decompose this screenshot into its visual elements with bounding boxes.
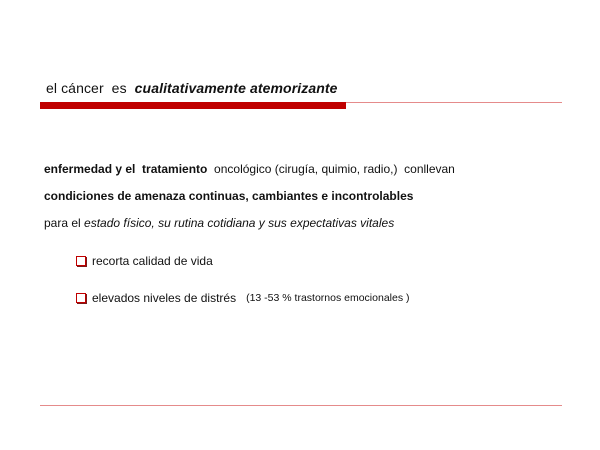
checkbox-square-icon <box>76 293 86 303</box>
bullet-item-1 <box>76 254 213 268</box>
line1-rest: oncológico (cirugía, quimio, radio,) conllevan <box>207 162 455 176</box>
line3-pre: para el <box>44 216 85 230</box>
slide-title <box>46 80 338 96</box>
title-prefix: el cáncer es <box>46 80 135 96</box>
bullet-item-2 <box>76 291 410 305</box>
paragraph-line-1 <box>44 162 455 176</box>
bullet-text: elevados niveles de distrés <box>92 291 237 305</box>
title-emphasis: cualitativamente atemorizante <box>134 80 338 96</box>
title-underline-bar <box>40 102 346 109</box>
checkbox-square-icon <box>76 256 86 266</box>
bullet-text: recorta calidad de vida <box>92 254 213 268</box>
bullet-note: (13 -53 % trastornos emocionales ) <box>246 292 410 304</box>
line3-italic: estado físico, su rutina cotidiana y sus expectativas vitales <box>84 216 395 230</box>
line1-bold: enfermedad y el tratamiento <box>44 162 208 176</box>
bottom-thin-divider <box>40 405 562 406</box>
paragraph-line-3 <box>44 216 394 230</box>
paragraph-line-2: condiciones de amenaza continuas, cambiantes e incontrolables <box>44 189 414 203</box>
